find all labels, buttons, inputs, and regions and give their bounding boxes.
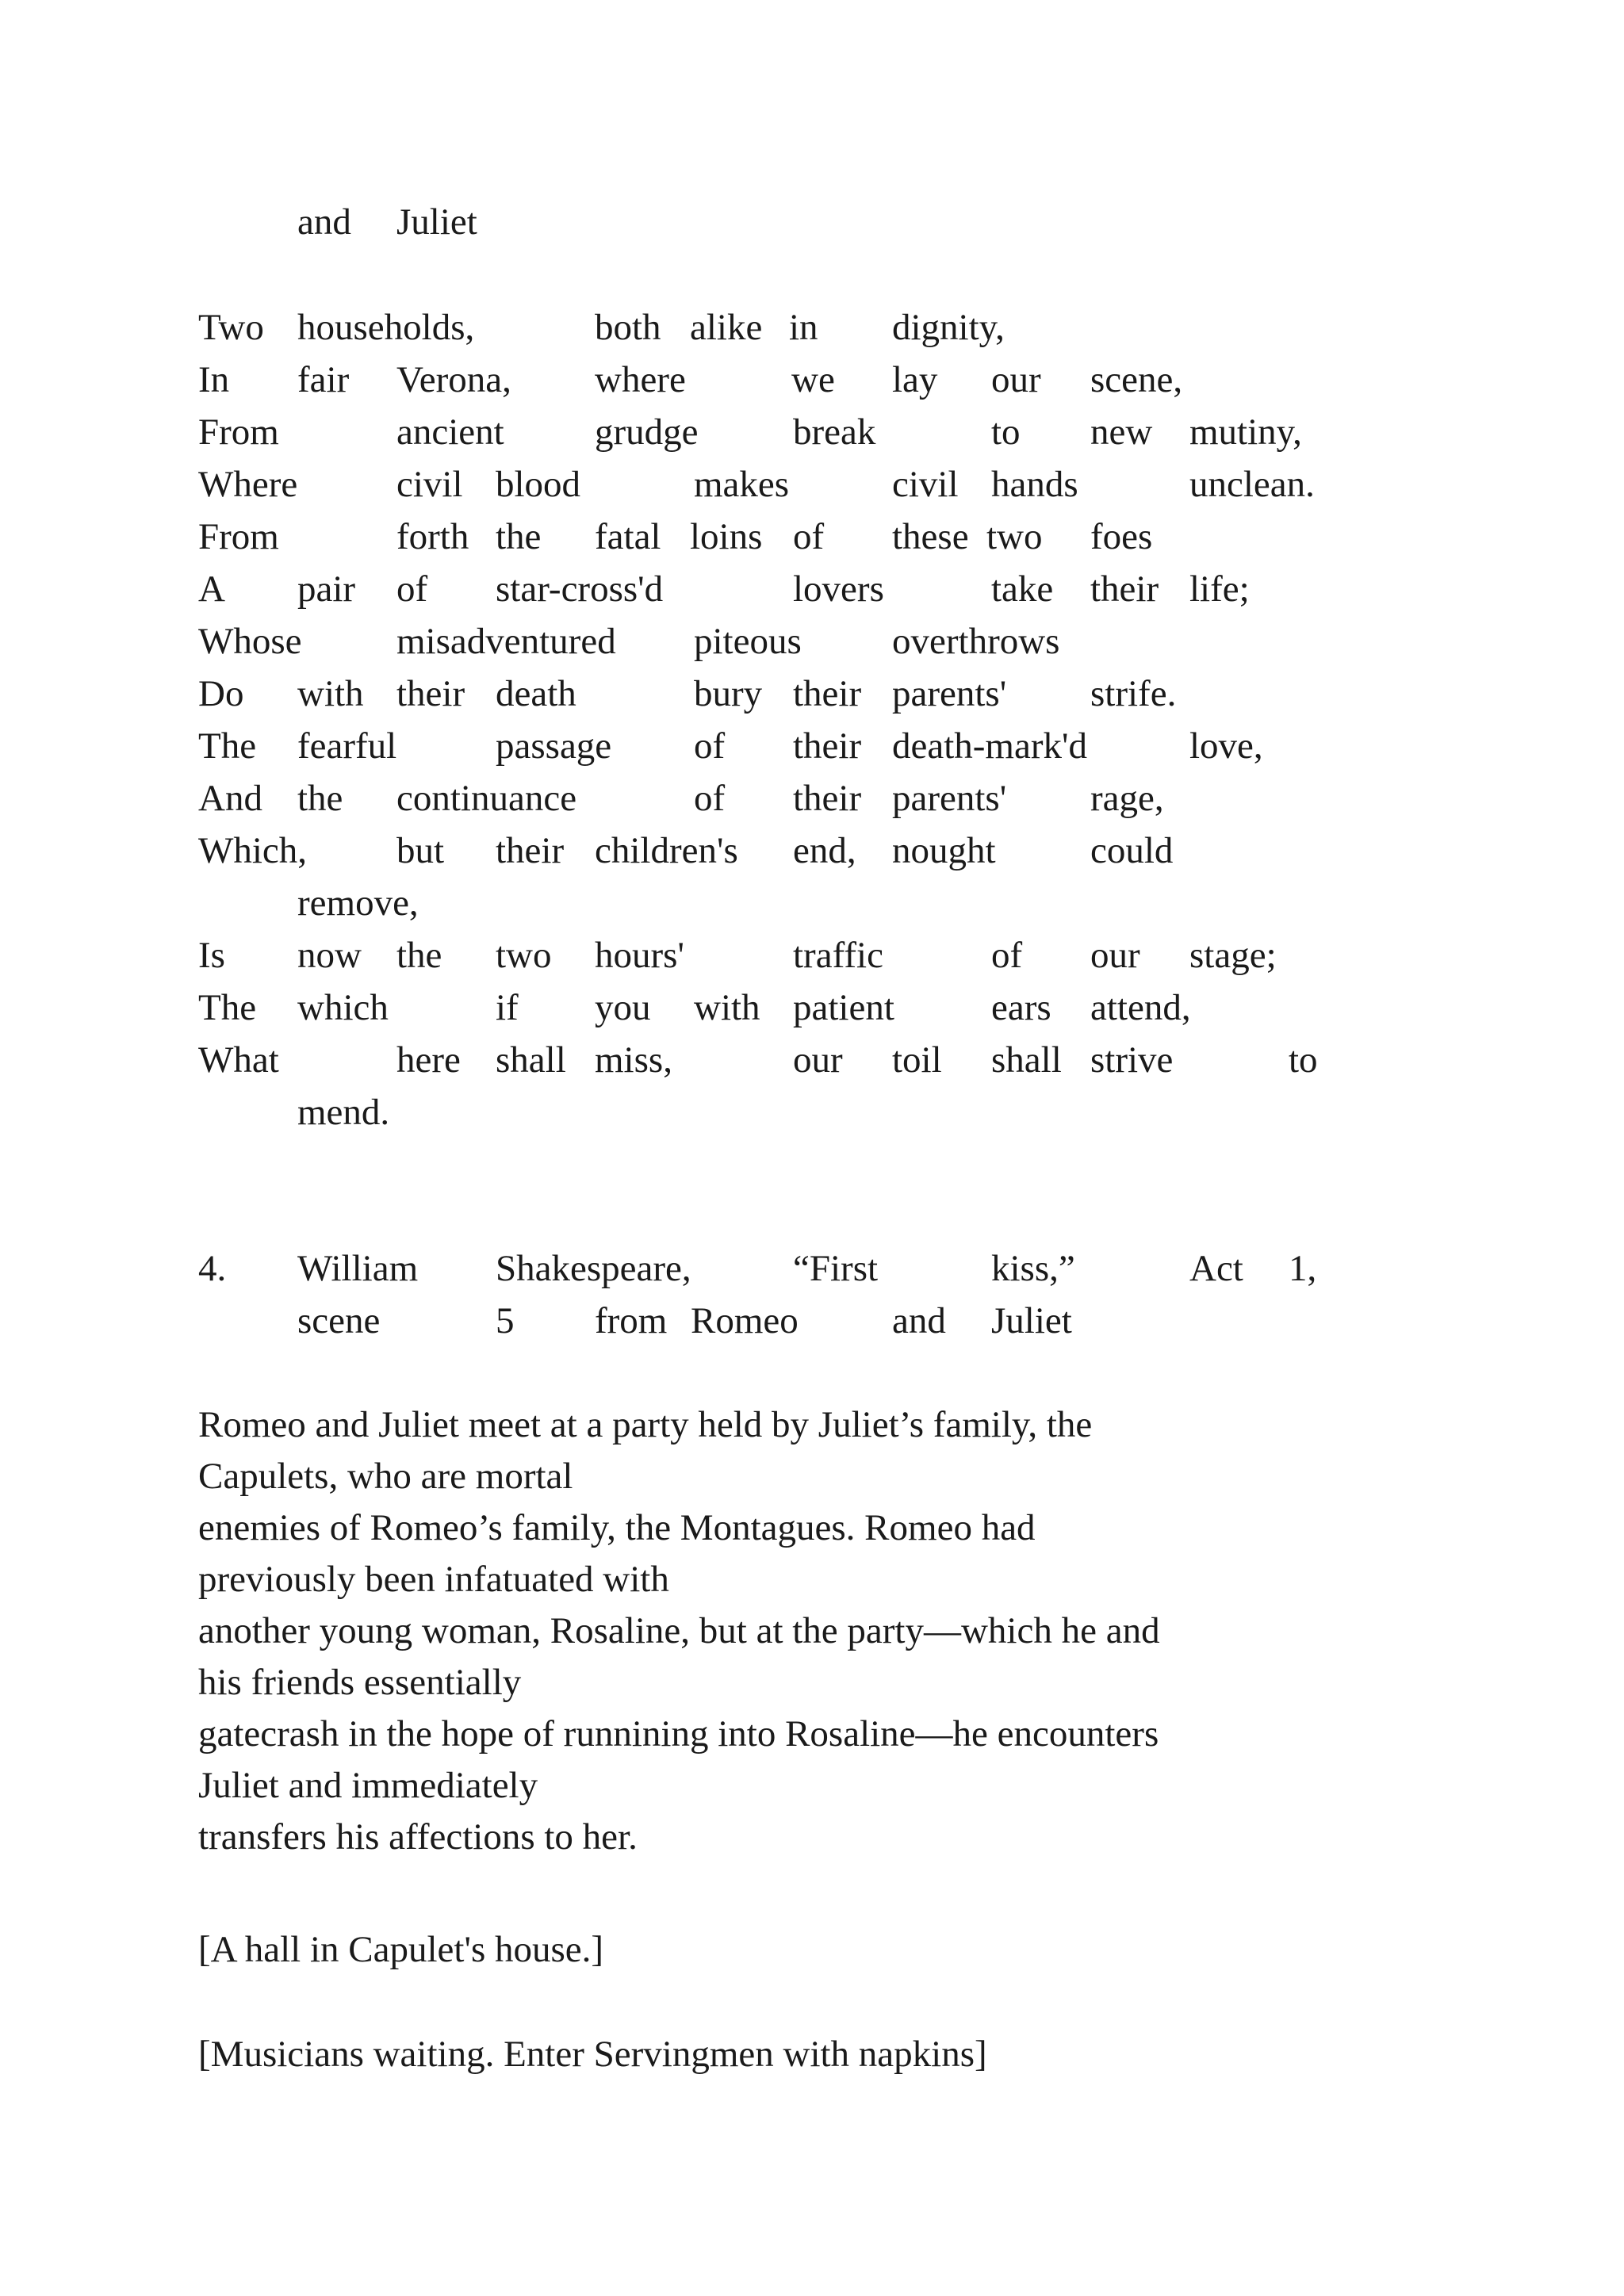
heading-word: and: [892, 1300, 946, 1341]
sonnet-word: of: [991, 935, 1023, 976]
sonnet-word: hands: [991, 464, 1078, 505]
sonnet-word: death-mark'd: [892, 725, 1087, 767]
intro-paragraph: [198, 1399, 1160, 1863]
sonnet-word: From: [198, 516, 279, 557]
sonnet-word: In: [198, 359, 230, 400]
sonnet-word: Where: [198, 464, 298, 505]
heading-word: Juliet: [991, 1300, 1072, 1341]
sonnet-word: fair: [297, 359, 350, 400]
sonnet-word: of: [694, 725, 726, 767]
sonnet-word: attend,: [1090, 987, 1191, 1028]
sonnet-word: children's: [595, 830, 738, 871]
sonnet-word: strife.: [1090, 673, 1177, 714]
heading-word: Act: [1189, 1248, 1243, 1289]
intro-line: another young woman, Rosaline, but at the party—which he and: [198, 1610, 1160, 1651]
sonnet-word: ancient: [396, 411, 504, 453]
sonnet-word: fatal: [595, 516, 661, 557]
sonnet-word: continuance: [396, 778, 577, 819]
sonnet-word: take: [991, 568, 1054, 610]
intro-line: transfers his affections to her.: [198, 1816, 638, 1858]
sonnet-word: end,: [793, 830, 856, 871]
sonnet-word: with: [297, 673, 364, 714]
sonnet-word: bury: [694, 673, 763, 714]
intro-line: Juliet and immediately: [198, 1765, 538, 1806]
heading-word: 5: [496, 1300, 515, 1341]
sonnet-word: From: [198, 411, 279, 453]
sonnet-word: civil: [396, 464, 463, 505]
heading-word: scene: [297, 1300, 381, 1341]
heading-word: “First: [793, 1248, 879, 1289]
sonnet-word: the: [496, 516, 542, 557]
title-word: and: [297, 201, 351, 243]
sonnet-word: foes: [1090, 516, 1153, 557]
sonnet-word: scene,: [1090, 359, 1183, 400]
sonnet-word: What: [198, 1039, 279, 1081]
sonnet-word: Do: [198, 673, 244, 714]
sonnet-word: alike: [690, 307, 763, 348]
sonnet-word: piteous: [694, 621, 802, 662]
sonnet-word: of: [694, 778, 726, 819]
sonnet-word: patient: [793, 987, 894, 1028]
sonnet-word: but: [396, 830, 445, 871]
sonnet-word: hours': [595, 935, 684, 976]
sonnet-word: And: [198, 778, 262, 819]
sonnet-word: here: [396, 1039, 461, 1081]
sonnet-word: could: [1090, 830, 1174, 871]
sonnet-word: their: [1090, 568, 1159, 610]
sonnet-word: you: [595, 987, 651, 1028]
sonnet-word: life;: [1189, 568, 1250, 610]
sonnet-word: parents': [892, 673, 1007, 714]
sonnet-word: two: [496, 935, 552, 976]
sonnet-word: their: [793, 725, 862, 767]
intro-line: his friends essentially: [198, 1662, 522, 1703]
intro-line: gatecrash in the hope of runnining into Rosaline—he encounters: [198, 1713, 1159, 1755]
sonnet-word: if: [496, 987, 519, 1028]
sonnet-word: stage;: [1189, 935, 1277, 976]
heading-word: Romeo: [691, 1300, 799, 1341]
sonnet-word: our: [1090, 935, 1140, 976]
sonnet-word: two: [986, 516, 1043, 557]
intro-line: Capulets, who are mortal: [198, 1456, 573, 1497]
sonnet-word: of: [793, 516, 825, 557]
sonnet-word: their: [793, 778, 862, 819]
sonnet-word: shall: [991, 1039, 1062, 1081]
sonnet-word: to: [991, 411, 1021, 453]
heading-word: from: [595, 1300, 668, 1341]
intro-line: enemies of Romeo’s family, the Montagues. Romeo had: [198, 1507, 1036, 1548]
sonnet-word: lay: [892, 359, 938, 400]
sonnet-word: Whose: [198, 621, 302, 662]
sonnet-word: our: [991, 359, 1041, 400]
sonnet-word: mutiny,: [1189, 411, 1302, 453]
sonnet-word: strive: [1090, 1039, 1174, 1081]
sonnet-word: new: [1090, 411, 1153, 453]
sonnet-word: the: [396, 935, 442, 976]
sonnet-word: nought: [892, 830, 996, 871]
sonnet-word: The: [198, 725, 257, 767]
sonnet-word: The: [198, 987, 257, 1028]
sonnet-word: traffic: [793, 935, 883, 976]
sonnet-word: the: [297, 778, 343, 819]
sonnet-word: break: [793, 411, 876, 453]
heading-word: William: [297, 1248, 419, 1289]
sonnet-word: we: [791, 359, 835, 400]
sonnet-word: fearful: [297, 725, 397, 767]
heading-word: kiss,”: [991, 1248, 1075, 1289]
sonnet-word: their: [793, 673, 862, 714]
sonnet-word: Verona,: [396, 359, 511, 400]
sonnet-word: Two: [198, 307, 264, 348]
sonnet-word: households,: [297, 307, 475, 348]
sonnet-word: civil: [892, 464, 959, 505]
sonnet-word: forth: [396, 516, 469, 557]
stage-direction: [Musicians waiting. Enter Servingmen with napkins]: [198, 2034, 987, 2075]
heading-word: 1,: [1289, 1248, 1317, 1289]
sonnet-word: mend.: [297, 1092, 390, 1133]
sonnet-word: to: [1289, 1039, 1318, 1081]
sonnet-word: death: [496, 673, 576, 714]
heading-word: Shakespeare,: [496, 1248, 691, 1289]
sonnet-word: where: [595, 359, 686, 400]
sonnet-word: in: [789, 307, 818, 348]
title-word: Juliet: [396, 201, 477, 243]
sonnet-word: loins: [690, 516, 763, 557]
stage-direction: [A hall in Capulet's house.]: [198, 1929, 604, 1970]
sonnet-word: passage: [496, 725, 612, 767]
sonnet-word: their: [396, 673, 465, 714]
sonnet-word: rage,: [1090, 778, 1164, 819]
sonnet-word: now: [297, 935, 362, 976]
sonnet-word: both: [595, 307, 661, 348]
sonnet-word: love,: [1189, 725, 1263, 767]
sonnet-word: with: [694, 987, 760, 1028]
sonnet-word: blood: [496, 464, 581, 505]
sonnet-word: grudge: [595, 411, 699, 453]
sonnet-word: their: [496, 830, 565, 871]
sonnet-word: Which,: [198, 830, 308, 871]
sonnet-word: toil: [892, 1039, 942, 1081]
sonnet-word: shall: [496, 1039, 566, 1081]
sonnet-word: makes: [694, 464, 790, 505]
sonnet-word: Is: [198, 935, 225, 976]
sonnet-word: A: [198, 568, 225, 610]
section-number: 4.: [198, 1248, 227, 1289]
sonnet-word: ears: [991, 987, 1051, 1028]
sonnet-word: dignity,: [892, 307, 1005, 348]
sonnet-word: unclean.: [1189, 464, 1315, 505]
sonnet-word: which: [297, 987, 389, 1028]
sonnet-word: of: [396, 568, 428, 610]
sonnet-word: remove,: [297, 882, 419, 924]
sonnet-word: these: [892, 516, 969, 557]
sonnet-word: pair: [297, 568, 356, 610]
sonnet-word: overthrows: [892, 621, 1060, 662]
sonnet-word: our: [793, 1039, 843, 1081]
sonnet-word: lovers: [793, 568, 884, 610]
intro-line: previously been infatuated with: [198, 1559, 669, 1600]
intro-line: Romeo and Juliet meet at a party held by Juliet’s family, the: [198, 1404, 1093, 1445]
sonnet-word: parents': [892, 778, 1007, 819]
sonnet-word: miss,: [595, 1039, 672, 1081]
sonnet-word: star-cross'd: [496, 568, 664, 610]
sonnet-word: misadventured: [396, 621, 616, 662]
